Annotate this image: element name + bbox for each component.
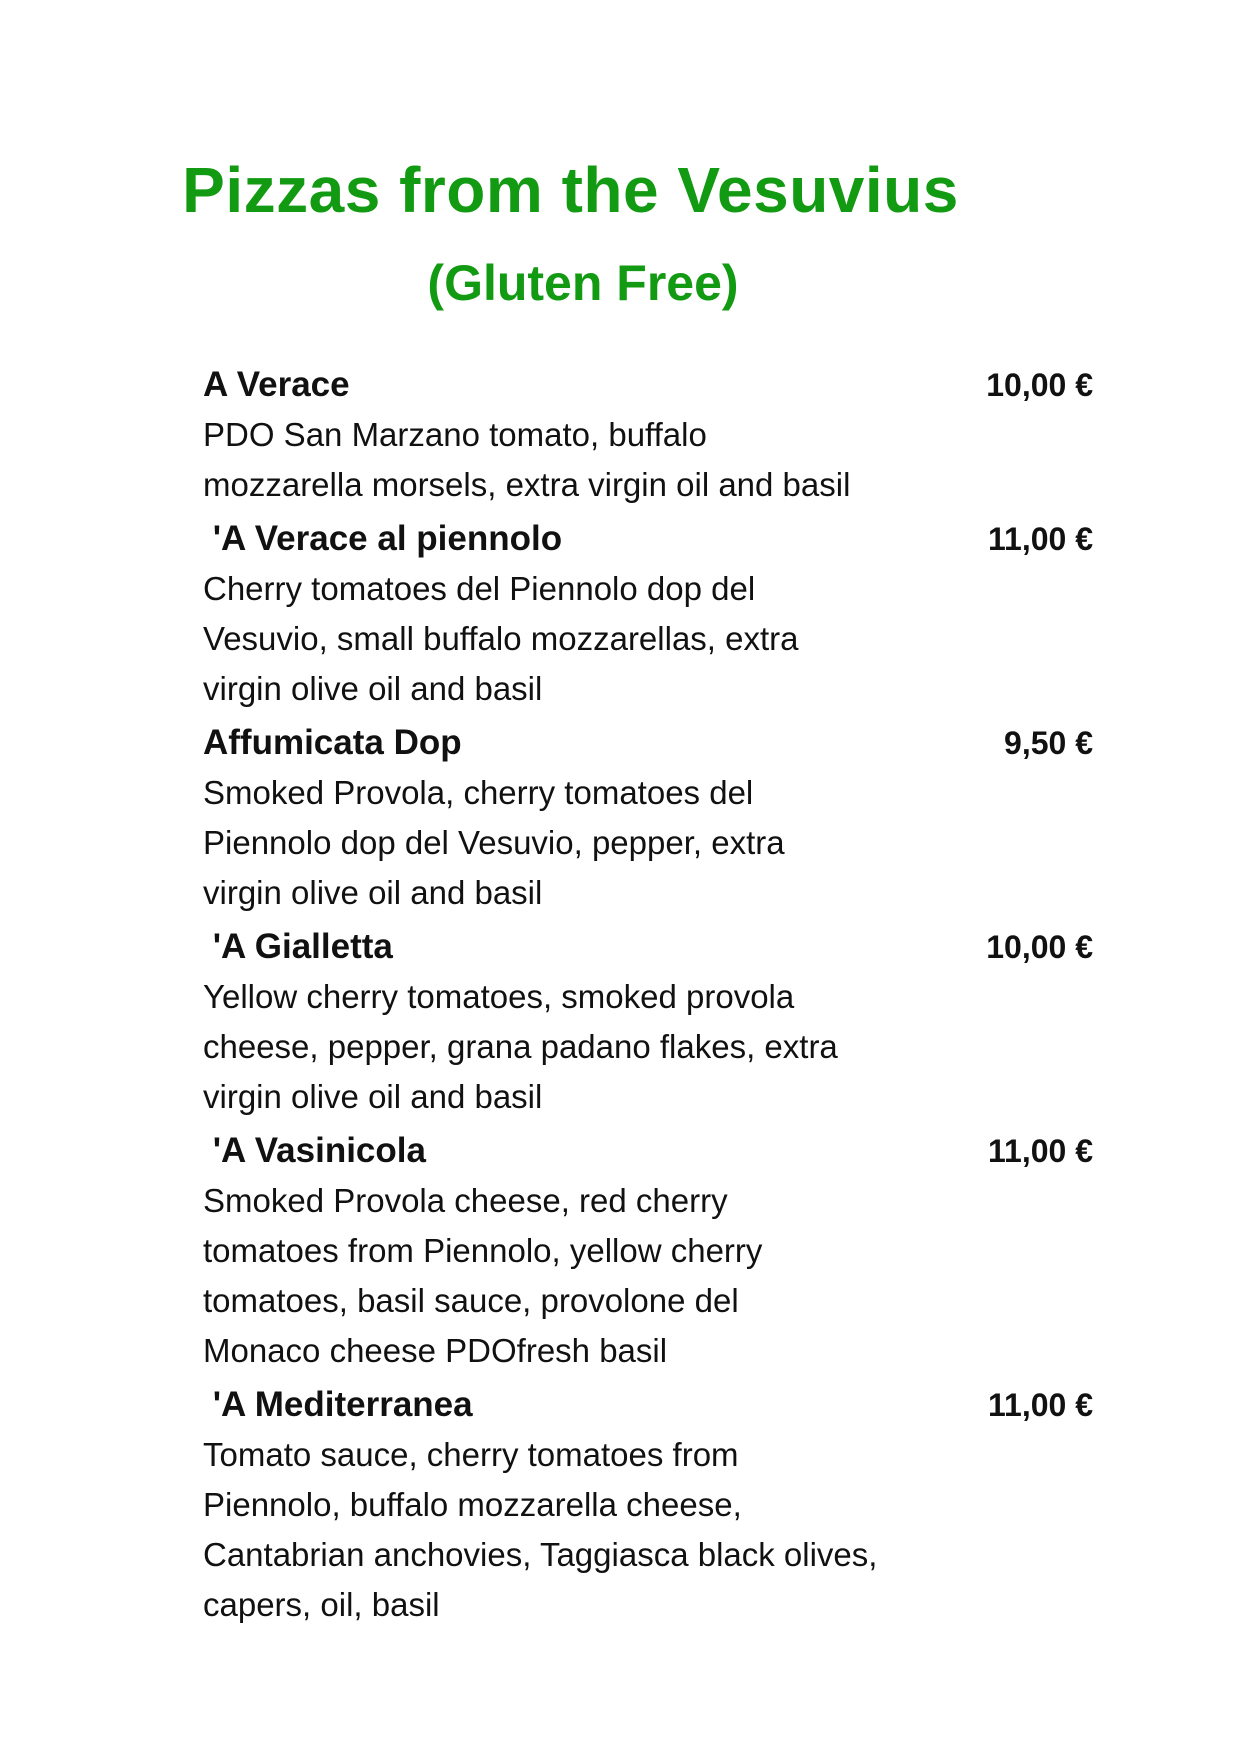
menu-item [203,718,1093,918]
menu-item-name: 'A Gialletta [203,927,393,966]
menu-item-price: 10,00 € [986,367,1093,403]
menu-item-price: 10,00 € [986,929,1093,965]
menu-item-description: Cherry tomatoes del Piennolo dop del Vesuvio, small buffalo mozzarellas, extra virgin olive oil and basil [203,570,799,707]
menu-item-header [203,1380,1093,1430]
menu-item-header [203,360,1093,410]
menu-item-name: A Verace [203,365,350,404]
menu-item-header [203,514,1093,564]
menu-item-price: 11,00 € [988,1133,1093,1169]
menu-item [203,1126,1093,1376]
menu-item-name: Affumicata Dop [203,723,462,762]
menu-item-description: PDO San Marzano tomato, buffalo mozzarella morsels, extra virgin oil and basil [203,416,851,503]
menu-item-price: 9,50 € [1004,725,1093,761]
menu-item-description: Smoked Provola, cherry tomatoes del Piennolo dop del Vesuvio, pepper, extra virgin olive oil and basil [203,774,785,911]
menu-item [203,360,1093,510]
menu-title-text: Pizzas from the Vesuvius [182,154,959,226]
menu-subtitle: (Gluten Free) [427,255,739,311]
menu-item-header [203,922,1093,972]
menu-item-price: 11,00 € [988,521,1093,557]
menu-item-description: Smoked Provola cheese, red cherry tomatoes from Piennolo, yellow cherry tomatoes, basil sauce, provolone del Monaco cheese PDOfresh basil [203,1182,763,1369]
menu-item-header [203,718,1093,768]
menu-list [203,360,1093,1634]
menu-item-price: 11,00 € [988,1387,1093,1423]
menu-item-description: Tomato sauce, cherry tomatoes from Piennolo, buffalo mozzarella cheese, Cantabrian anchovies, Taggiasca black olives, capers, oil, basil [203,1436,878,1623]
menu-item [203,922,1093,1122]
menu-item-description: Yellow cherry tomatoes, smoked provola cheese, pepper, grana padano flakes, extra virgin olive oil and basil [203,978,838,1115]
menu-item-name: 'A Mediterranea [203,1385,473,1424]
menu-item-header [203,1126,1093,1176]
menu-item-name: 'A Vasinicola [203,1131,426,1170]
menu-item [203,514,1093,714]
menu-title [0,150,1241,230]
menu-item-name: 'A Verace al piennolo [203,519,563,558]
menu-item [203,1380,1093,1630]
